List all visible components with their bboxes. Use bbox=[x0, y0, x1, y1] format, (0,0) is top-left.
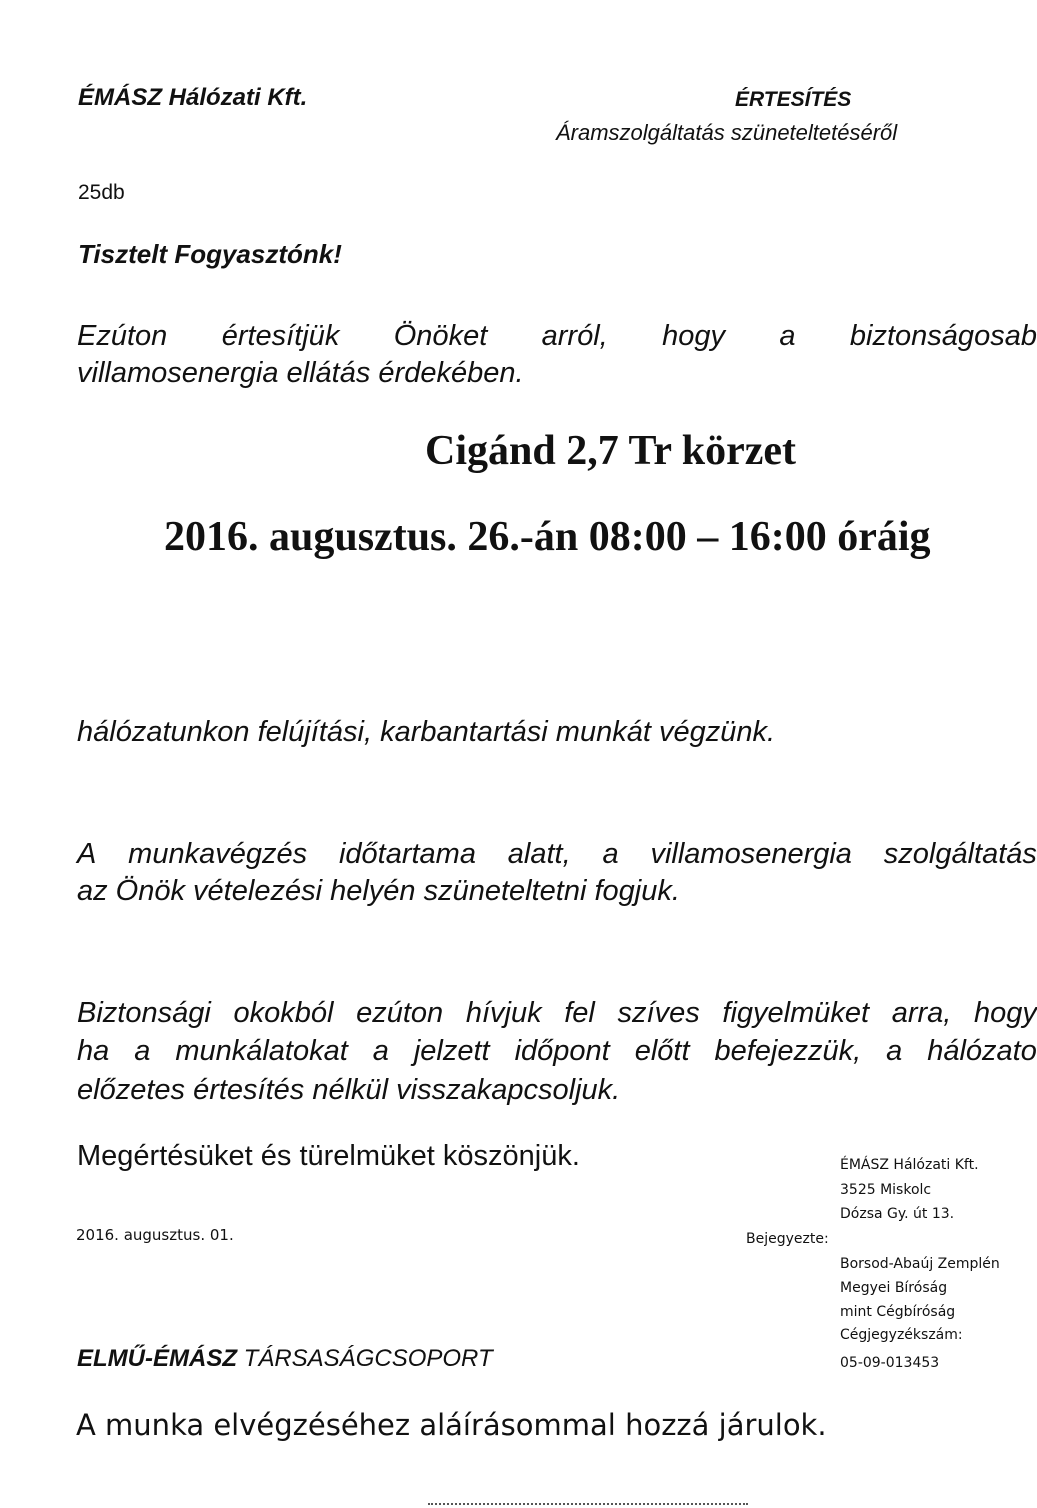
word: értesítjük bbox=[221, 320, 340, 352]
word: fel bbox=[564, 997, 595, 1029]
work-description: hálózatunkon felújítási, karbantartási munkát végzünk. bbox=[77, 716, 776, 748]
word: Önöket bbox=[393, 320, 488, 352]
word: ezúton bbox=[356, 997, 444, 1029]
word: biztonságosab bbox=[849, 320, 1037, 352]
intro-line-1 bbox=[77, 320, 1037, 353]
word: okokból bbox=[233, 997, 334, 1029]
group-name bbox=[77, 1345, 493, 1373]
word: figyelmüket bbox=[722, 997, 870, 1029]
word: a bbox=[779, 320, 796, 352]
address-city: 3525 Miskolc bbox=[840, 1182, 932, 1198]
word: szolgáltatás bbox=[883, 838, 1037, 870]
registration-court-line: Cégjegyzékszám: bbox=[840, 1327, 963, 1343]
word: villamosenergia bbox=[650, 838, 852, 870]
word: szíves bbox=[617, 997, 700, 1029]
word: arról, bbox=[541, 320, 608, 352]
registration-label: Bejegyezte: bbox=[746, 1231, 829, 1247]
copies-count: 25db bbox=[78, 181, 125, 204]
word: hogy bbox=[974, 997, 1037, 1029]
word: jelzett bbox=[413, 1035, 490, 1067]
outage-area: Cigánd 2,7 Tr körzet bbox=[425, 428, 797, 474]
word: időtartama bbox=[338, 838, 476, 870]
word: munkavégzés bbox=[128, 838, 308, 870]
address-company: ÉMÁSZ Hálózati Kft. bbox=[840, 1157, 979, 1173]
registration-number: 05-09-013453 bbox=[840, 1355, 940, 1371]
group-name-part1: ELMŰ-ÉMÁSZ bbox=[77, 1345, 237, 1372]
paragraph3-line-2 bbox=[77, 1035, 1037, 1068]
consent-statement: A munka elvégzéséhez aláírásommal hozzá járulok. bbox=[76, 1408, 827, 1442]
paragraph2-line-2: az Önök vételezési helyén szüneteltetni fogjuk. bbox=[77, 875, 680, 907]
paragraph3-line-3: előzetes értesítés nélkül visszakapcsoljuk. bbox=[77, 1074, 621, 1106]
thanks-line: Megértésüket és türelmüket köszönjük. bbox=[77, 1140, 580, 1172]
notice-title: ÉRTESÍTÉS bbox=[735, 88, 852, 111]
word: a bbox=[886, 1035, 903, 1067]
word: Biztonsági bbox=[77, 997, 211, 1029]
word: arra, bbox=[891, 997, 952, 1029]
group-name-part2: TÁRSASÁGCSOPORT bbox=[243, 1345, 493, 1372]
word: ha bbox=[77, 1035, 110, 1067]
paragraph3-line-1 bbox=[77, 997, 1037, 1030]
registration-court-line: mint Cégbíróság bbox=[840, 1304, 956, 1320]
registration-court-line: Borsod-Abaúj Zemplén bbox=[840, 1256, 1000, 1272]
word: alatt, bbox=[507, 838, 571, 870]
word: A bbox=[77, 838, 97, 870]
paragraph2-line-1 bbox=[77, 838, 1037, 871]
address-street: Dózsa Gy. út 13. bbox=[840, 1206, 955, 1222]
company-name-header: ÉMÁSZ Hálózati Kft. bbox=[78, 84, 308, 111]
registration-court-line: Megyei Bíróság bbox=[840, 1280, 948, 1296]
word: hálózato bbox=[927, 1035, 1037, 1067]
word: befejezzük, bbox=[714, 1035, 862, 1067]
outage-datetime: 2016. augusztus. 26.-án 08:00 – 16:00 óráig bbox=[164, 514, 931, 560]
word: előtt bbox=[634, 1035, 690, 1067]
word: a bbox=[372, 1035, 389, 1067]
notice-subtitle: Áramszolgáltatás szüneteltetéséről bbox=[556, 120, 898, 145]
word: a bbox=[134, 1035, 151, 1067]
letter-date: 2016. augusztus. 01. bbox=[76, 1226, 234, 1244]
intro-line-2: villamosenergia ellátás érdekében. bbox=[77, 357, 524, 389]
greeting: Tisztelt Fogyasztónk! bbox=[78, 239, 342, 269]
word: hogy bbox=[662, 320, 725, 352]
signature-dotted-line bbox=[428, 1503, 748, 1505]
word: hívjuk bbox=[465, 997, 542, 1029]
word: Ezúton bbox=[77, 320, 168, 352]
word: munkálatokat bbox=[175, 1035, 348, 1067]
word: a bbox=[602, 838, 619, 870]
word: időpont bbox=[514, 1035, 610, 1067]
